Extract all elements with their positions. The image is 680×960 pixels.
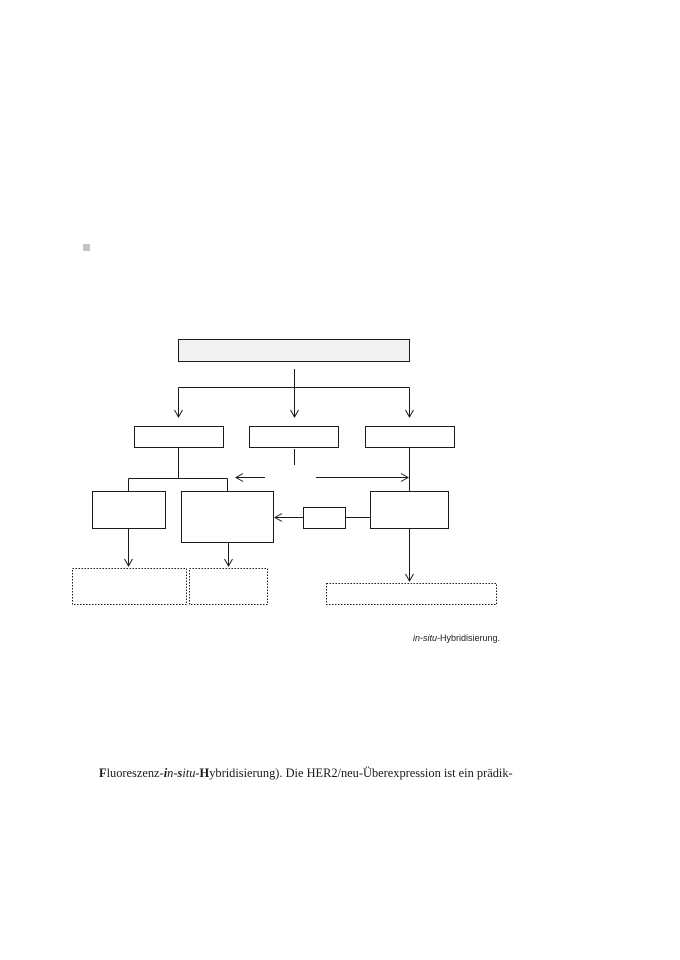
flow-box-bottom-b [190,569,268,605]
flow-box-bottom-a [73,569,187,605]
caption-rest: -Hybridisierung. [437,633,501,643]
flow-box-level3-b [182,492,274,543]
flow-box-level2-left [135,427,224,448]
body-seg7: itu [182,766,196,780]
body-seg6: s [177,766,183,780]
flow-box-level3-a [93,492,166,529]
flow-box-level3-c [371,492,449,529]
flow-box-level2-middle [250,427,339,448]
body-seg5: - [173,766,178,780]
caption-italic: in-situ [413,633,438,643]
body-seg1: F [99,766,107,780]
body-seg9: H [199,766,210,780]
body-seg4: n [167,766,174,780]
flow-box-level2-right [366,427,455,448]
body-seg10: ybridisierung). Die HER2/neu-Überexpression ist ein prädik- [209,766,513,780]
flow-box-level3-small [304,508,346,529]
body-seg8: - [195,766,200,780]
figure-caption [413,633,500,643]
body-seg3: i [163,766,168,780]
flow-box-bottom-c [327,584,497,605]
body-text-line [99,766,513,781]
body-seg2: luoreszenz- [106,766,164,780]
flow-box-top [179,340,410,362]
